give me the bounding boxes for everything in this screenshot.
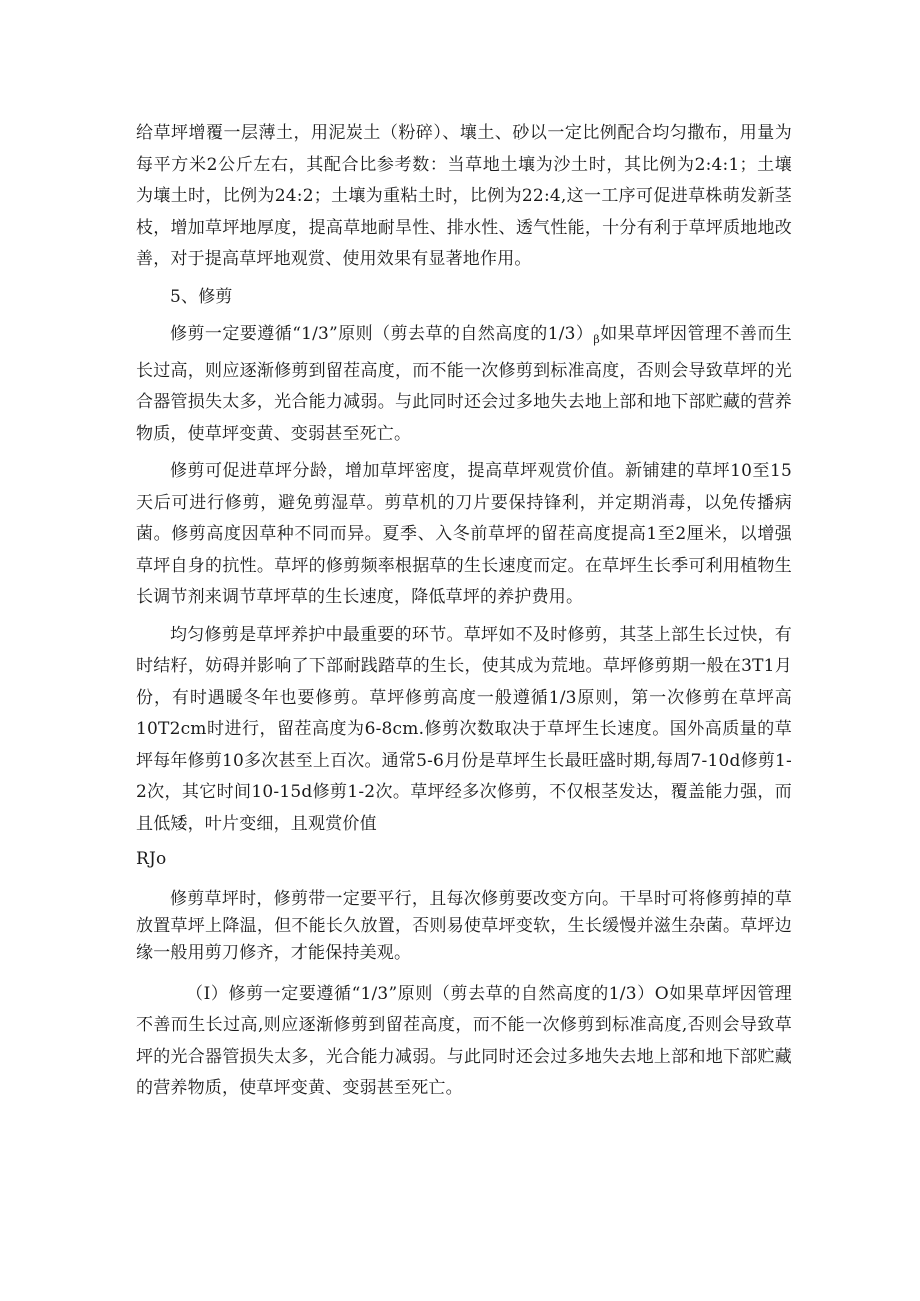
paragraph-one-third-rule bbox=[136, 319, 792, 450]
paragraph-mowing-direction: 修剪草坪时，修剪带一定要平行，且每次修剪要改变方向。干旱时可将修剪掉的草放置草坪上降温，但不能长久放置，否则易使草坪变软，生长缓慢并滋生杂菌。草坪边缘一般用剪刀修齐，才能保持美观。 bbox=[136, 888, 792, 963]
document-page bbox=[136, 118, 792, 1105]
paragraph-topdressing: 给草坪增覆一层薄土，用泥炭土（粉碎）、壤土、砂以一定比例配合均匀撒布，用量为每平方米2公斤左右，其配合比参考数：当草地土壤为沙土时，其比例为2:4:1；土壤为壤土时，比例为24:2；土壤为重粘土时，比例为22:4,这一工序可促进草株萌发新茎枝，增加草坪地厚度，提高草地耐旱性、排水性、透气性能，十分有利于草坪质地地改善，对于提高草坪地观赏、使用效果有显著地作用。 bbox=[136, 123, 792, 269]
paragraph-mowing-benefits: 修剪可促进草坪分龄，增加草坪密度，提高草坪观赏价值。新铺建的草坪10至15天后可进行修剪，避免剪湿草。剪草机的刀片要保持锋利，并定期消毒，以免传播病菌。修剪高度因草种不同而异。夏季、入冬前草坪的留茬高度提高1至2厘米，以增强草坪自身的抗性。草坪的修剪频率根据草的生长速度而定。在草坪生长季可利用植物生长调节剂来调节草坪草的生长速度，降低草坪的养护费用。 bbox=[136, 461, 792, 607]
paragraph-stray-text: RJo bbox=[136, 849, 167, 869]
paragraph-one-third-rule-rest: 如果草坪因管理不善而生长过高，则应逐渐修剪到留茬高度，而不能一次修剪到标准高度，否则会导致草坪的光合器管损失太多，光合能力减弱。与此同时还会过多地失去地上部和地下部贮藏的营养物质，使草坪变黄、变弱甚至死亡。 bbox=[136, 324, 792, 444]
paragraph-rule-repeat: （I）修剪一定要遵循“1/3”原则（剪去草的自然高度的1/3）O如果草坪因管理不善而生长过高,则应逐渐修剪到留茬高度，而不能一次修剪到标准高度,否则会导致草坪的光合器管损失太多，光合能力减弱。与此同时还会过多地失去地上部和地下部贮藏的营养物质，使草坪变黄、变弱甚至死亡。 bbox=[136, 983, 792, 1098]
paragraph-uniform-mowing: 均匀修剪是草坪养护中最重要的环节。草坪如不及时修剪，其茎上部生长过快，有时结籽，妨碍并影响了下部耐践踏草的生长，使其成为荒地。草坪修剪期一般在3T1月份，有时遇暖冬年也要修剪。草坪修剪高度一般遵循1/3原则，第一次修剪在草坪高10T2cm时进行，留茬高度为6-8cm.修剪次数取决于草坪生长速度。国外高质量的草坪每年修剪10多次甚至上百次。通常5-6月份是草坪生长最旺盛时期,每周7-10d修剪1-2次，其它时间10-15d修剪1-2次。草坪经多次修剪，不仅根茎发达，覆盖能力强，而且低矮，叶片变细，且观赏价值 bbox=[136, 624, 792, 834]
paragraph-mark: β bbox=[593, 333, 600, 346]
section-heading-mowing: 5、修剪 bbox=[170, 286, 233, 307]
paragraph-one-third-rule-main: 修剪一定要遵循“1/3”原则（剪去草的自然高度的1/3） bbox=[170, 324, 594, 344]
